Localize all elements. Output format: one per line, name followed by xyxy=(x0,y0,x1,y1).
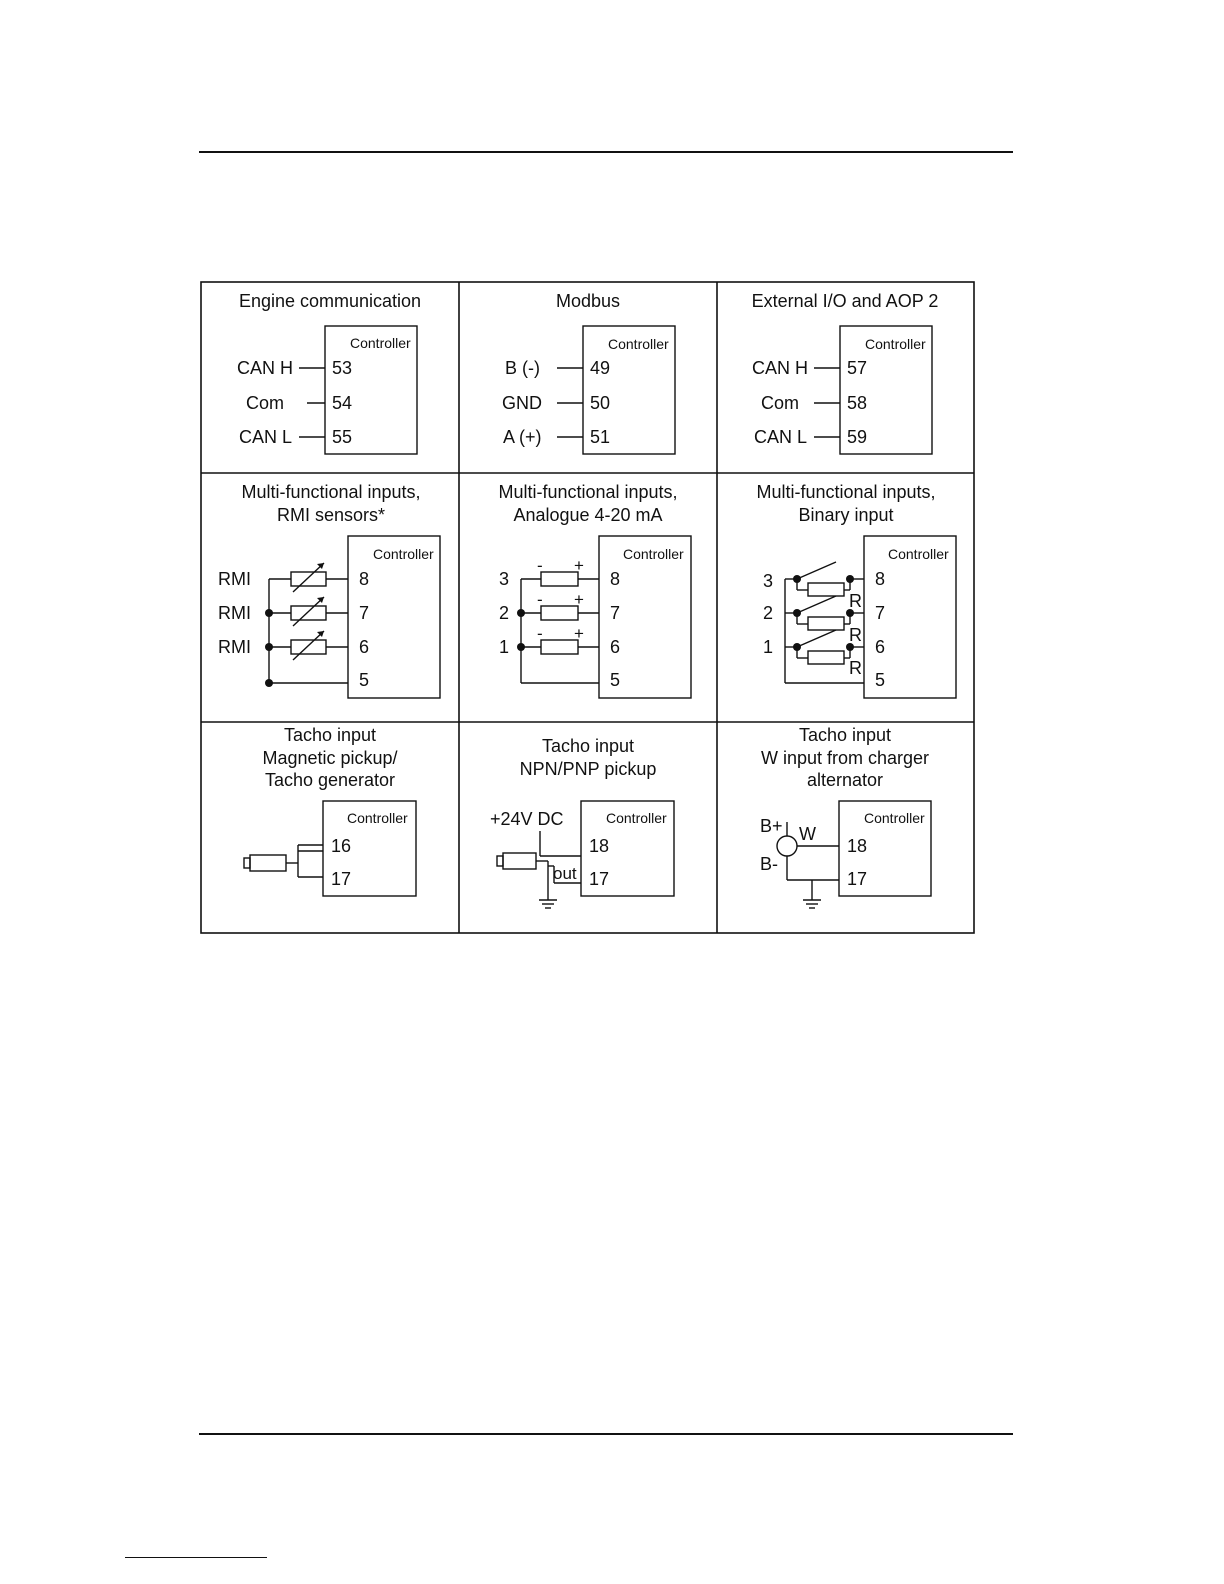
variable-resistor xyxy=(291,572,326,586)
controller-label: Controller xyxy=(623,546,684,562)
panel-subtitle: W input from charger xyxy=(760,748,930,768)
input-label: 1 xyxy=(763,637,774,657)
terminal-number: 7 xyxy=(875,603,886,623)
variable-resistor xyxy=(291,606,326,620)
panel-subtitle: NPN/PNP pickup xyxy=(519,759,657,779)
input-label: 1 xyxy=(499,637,510,657)
terminal-number: 5 xyxy=(875,670,886,690)
controller-label: Controller xyxy=(373,546,434,562)
controller-label: Controller xyxy=(608,336,669,352)
signal-label: GND xyxy=(502,393,542,413)
bminus-label: B- xyxy=(760,854,778,874)
ground-icon xyxy=(803,900,821,908)
resistor xyxy=(541,640,578,654)
terminal-number: 6 xyxy=(610,637,621,657)
polarity-plus: + xyxy=(574,624,584,643)
resistor xyxy=(541,606,578,620)
resistor xyxy=(808,651,844,664)
panel-subtitle: Tacho generator xyxy=(264,770,396,790)
resistor xyxy=(808,583,844,596)
panel-title: Multi-functional inputs, xyxy=(498,482,678,502)
panel-subtitle: Binary input xyxy=(798,505,894,525)
switch-contact xyxy=(797,630,836,647)
controller-label: Controller xyxy=(347,810,408,826)
resistor-label: R xyxy=(849,591,862,611)
panel-title: Engine communication xyxy=(238,291,422,311)
signal-label: B (-) xyxy=(505,358,540,378)
resistor xyxy=(541,572,578,586)
panel-subtitle: alternator xyxy=(806,770,884,790)
panel-title: External I/O and AOP 2 xyxy=(751,291,939,311)
controller-label: Controller xyxy=(888,546,949,562)
panel-subtitle: RMI sensors* xyxy=(276,505,386,525)
terminal-number: 8 xyxy=(359,569,370,589)
polarity-minus: - xyxy=(537,624,543,643)
input-label: 3 xyxy=(499,569,510,589)
input-label: 2 xyxy=(763,603,774,623)
panel-analogue-inputs xyxy=(498,482,691,698)
panel-tacho-npn-pnp xyxy=(490,736,674,908)
terminal-number: 51 xyxy=(590,427,611,447)
terminal-number: 7 xyxy=(610,603,621,623)
panel-title: Multi-functional inputs, xyxy=(756,482,936,502)
signal-label: CAN L xyxy=(239,427,293,447)
panel-binary-inputs xyxy=(756,482,956,698)
resistor-label: R xyxy=(849,658,862,678)
resistor-label: R xyxy=(849,625,862,645)
polarity-plus: + xyxy=(574,556,584,575)
sensor-label: RMI xyxy=(218,569,251,589)
terminal-number: 58 xyxy=(847,393,868,413)
w-label: W xyxy=(799,824,816,844)
terminal-number: 16 xyxy=(331,836,352,856)
terminal-number: 55 xyxy=(332,427,353,447)
controller-label: Controller xyxy=(350,335,411,351)
signal-label: CAN L xyxy=(754,427,808,447)
input-label: 2 xyxy=(499,603,510,623)
terminal-number: 17 xyxy=(331,869,352,889)
sensor-label: RMI xyxy=(218,603,251,623)
terminal-number: 6 xyxy=(875,637,886,657)
panel-subtitle: Magnetic pickup/ xyxy=(262,748,398,768)
panel-modbus xyxy=(502,291,675,454)
npn-pnp-pickup-sensor xyxy=(497,853,536,869)
alternator-icon xyxy=(777,836,797,856)
terminal-number: 5 xyxy=(610,670,621,690)
panel-engine-communication xyxy=(237,291,421,454)
terminal-number: 17 xyxy=(589,869,610,889)
terminal-number: 6 xyxy=(359,637,370,657)
panel-title: Tacho input xyxy=(541,736,635,756)
controller-label: Controller xyxy=(865,336,926,352)
panel-subtitle: Analogue 4-20 mA xyxy=(513,505,663,525)
terminal-number: 8 xyxy=(875,569,886,589)
signal-label: CAN H xyxy=(237,358,294,378)
panel-tacho-magnetic xyxy=(244,725,416,896)
terminal-number: 54 xyxy=(332,393,353,413)
signal-label: A (+) xyxy=(503,427,542,447)
controller-label: Controller xyxy=(606,810,667,826)
resistor xyxy=(808,617,844,630)
terminal-number: 7 xyxy=(359,603,370,623)
terminal-number: 8 xyxy=(610,569,621,589)
polarity-minus: - xyxy=(537,556,543,575)
terminal-number: 17 xyxy=(847,869,868,889)
signal-label: CAN H xyxy=(752,358,809,378)
signal-label: Com xyxy=(761,393,800,413)
panel-external-io xyxy=(752,291,939,454)
switch-contact xyxy=(797,596,836,613)
signal-label: Com xyxy=(246,393,285,413)
terminal-number: 57 xyxy=(847,358,868,378)
panel-title: Modbus xyxy=(555,291,621,311)
terminal-number: 18 xyxy=(589,836,610,856)
terminal-number: 49 xyxy=(590,358,611,378)
variable-resistor xyxy=(291,640,326,654)
terminal-number: 5 xyxy=(359,670,370,690)
sensor-label: RMI xyxy=(218,637,251,657)
output-label: out xyxy=(553,864,577,883)
panel-tacho-w-input xyxy=(760,725,931,908)
magnetic-pickup-sensor xyxy=(244,855,298,871)
terminal-number: 50 xyxy=(590,393,611,413)
polarity-minus: - xyxy=(537,590,543,609)
switch-contact xyxy=(797,562,836,579)
terminal-number: 53 xyxy=(332,358,353,378)
panel-rmi-sensors xyxy=(218,482,440,698)
terminal-number: 59 xyxy=(847,427,868,447)
ground-icon xyxy=(539,900,557,908)
polarity-plus: + xyxy=(574,590,584,609)
panel-title: Tacho input xyxy=(798,725,892,745)
supply-label: +24V DC xyxy=(490,809,564,829)
controller-label: Controller xyxy=(864,810,925,826)
panel-title: Tacho input xyxy=(283,725,377,745)
terminal-number: 18 xyxy=(847,836,868,856)
input-label: 3 xyxy=(763,571,774,591)
panel-title: Multi-functional inputs, xyxy=(241,482,421,502)
bplus-label: B+ xyxy=(760,816,783,836)
